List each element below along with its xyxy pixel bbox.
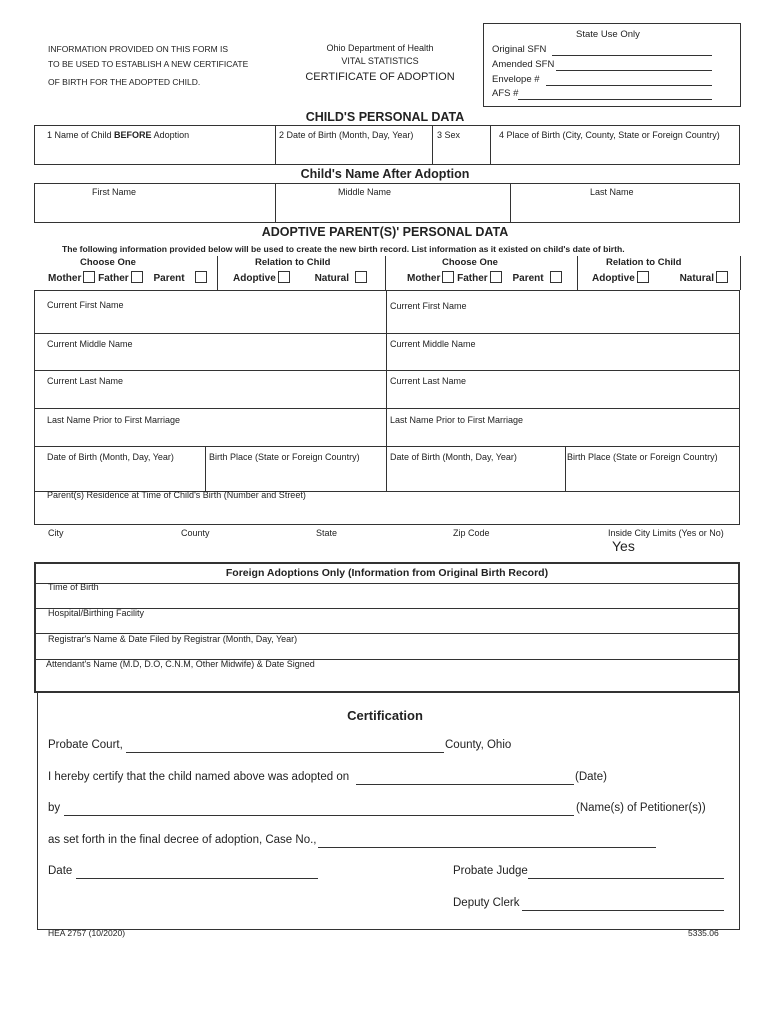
afs-field[interactable] (518, 99, 712, 100)
inside-city-value[interactable]: Yes (612, 538, 635, 554)
decree-text: as set forth in the final decree of adoption, Case No., (48, 834, 317, 846)
by-label: by (48, 802, 61, 814)
parent2-type-options: Mother Father Parent (407, 271, 562, 284)
parent2-mother-checkbox[interactable] (442, 271, 454, 283)
certify-text: I hereby certify that the child named above was adopted on (48, 771, 350, 783)
first-name-label: First Name (92, 187, 137, 197)
child-dob-field[interactable] (279, 142, 429, 162)
parent1-relation-options: Adoptive Natural (233, 271, 367, 284)
probate-court-field[interactable] (126, 752, 444, 753)
form-number: HEA 2757 (10/2020) (48, 928, 126, 938)
time-of-birth-label: Time of Birth (48, 582, 99, 592)
parents-grid: Current First Name Current First Name Current Middle Name Current Middle Name Current Last Name Current Last Name Last Name Prior to First Marriage Last Name Prior to First Marriage Date of Birth (Month, Day, Year) Birth Place (State or Foreign Country) Date of Birth (Month, Day, Year) Birth Place (State or Foreign Country) Parent(s) Residence at Time of Child's Birth (Number and Street) (34, 290, 740, 525)
form-instructions: INFORMATION PROVIDED ON THIS FORM IS TO BE USED TO ESTABLISH A NEW CERTIFICATE OF BIRTH FOR THE ADOPTED CHILD. (48, 44, 249, 87)
afs-label: AFS # (492, 88, 519, 99)
envelope-field[interactable] (546, 85, 712, 86)
parent1-father-checkbox[interactable] (131, 271, 143, 283)
parent1-parent-checkbox[interactable] (195, 271, 207, 283)
parent1-natural-checkbox[interactable] (355, 271, 367, 283)
parent2-first-name-field[interactable] (391, 311, 735, 331)
date-paren-label: (Date) (575, 771, 607, 783)
parent1-middle-name-field[interactable] (39, 349, 381, 368)
original-sfn-field[interactable] (552, 55, 712, 56)
foreign-section-title: Foreign Adoptions Only (Information from Original Birth Record) (225, 567, 549, 579)
after-adoption-title: Child's Name After Adoption (300, 167, 470, 181)
petitioners-field[interactable] (64, 815, 574, 816)
parent1-last-name-field[interactable] (39, 386, 381, 406)
attendant-field[interactable] (40, 670, 734, 690)
original-sfn-label: Original SFN (492, 44, 547, 55)
county-ohio-label: County, Ohio (445, 739, 512, 751)
parent2-birth-place-field[interactable] (569, 463, 735, 488)
parent2-natural-checkbox[interactable] (716, 271, 728, 283)
child-last-name-field[interactable] (514, 199, 736, 221)
parent1-birth-place-field[interactable] (209, 463, 383, 488)
envelope-label: Envelope # (492, 74, 540, 85)
petitioners-label: (Name(s) of Petitioner(s)) (576, 802, 706, 814)
attendant-label: Attendant's Name (M.D, D.O, C.N.M, Other Midwife) & Date Signed (46, 659, 315, 669)
parent1-dob-field[interactable] (39, 463, 201, 488)
hospital-label: Hospital/Birthing Facility (48, 608, 145, 618)
cert-date-field[interactable] (76, 878, 318, 879)
parent1-first-name-field[interactable] (39, 311, 381, 331)
county-label: County (181, 528, 210, 538)
child-middle-name-field[interactable] (279, 199, 507, 221)
child-sex-label: 3 Sex (437, 130, 461, 140)
certification-title: Certification (347, 708, 423, 723)
parent-section-title: ADOPTIVE PARENT(S)' PERSONAL DATA (261, 225, 509, 239)
state-label: State (316, 528, 338, 538)
form-code: 5335.06 (688, 928, 719, 938)
zip-label: Zip Code (453, 528, 490, 538)
probate-judge-field[interactable] (528, 878, 724, 879)
date-label: Date (48, 865, 73, 877)
child-section-title: CHILD'S PERSONAL DATA (305, 110, 465, 124)
child-name-before-label: 1 Name of Child BEFORE Adoption (47, 130, 190, 140)
child-after-name-row (34, 183, 740, 223)
parent2-parent-checkbox[interactable] (550, 271, 562, 283)
inside-city-label: Inside City Limits (Yes or No) (608, 528, 724, 538)
adoption-date-field[interactable] (356, 784, 574, 785)
parent2-dob-field[interactable] (391, 463, 561, 488)
amended-sfn-label: Amended SFN (492, 59, 555, 70)
residence-street-field[interactable] (39, 501, 735, 523)
city-label: City (48, 528, 64, 538)
parent2-middle-name-field[interactable] (391, 349, 735, 368)
child-first-name-field[interactable] (39, 199, 271, 221)
probate-judge-label: Probate Judge (453, 865, 528, 877)
child-place-field[interactable] (497, 142, 737, 162)
case-number-field[interactable] (318, 847, 656, 848)
deputy-clerk-label: Deputy Clerk (453, 897, 520, 909)
parent2-last-name-field[interactable] (391, 386, 735, 406)
child-data-row (34, 125, 740, 165)
parent2-relation-options: Adoptive Natural (592, 271, 728, 284)
registrar-field[interactable] (40, 644, 734, 657)
parent1-adoptive-checkbox[interactable] (278, 271, 290, 283)
parent1-type-options: Mother Father Parent (48, 271, 207, 284)
hospital-field[interactable] (40, 618, 734, 631)
child-dob-label: 2 Date of Birth (Month, Day, Year) (279, 130, 414, 140)
amended-sfn-field[interactable] (556, 70, 712, 71)
parent1-mother-checkbox[interactable] (83, 271, 95, 283)
parent-section-note: The following information provided below will be used to create the new birth record. List information as it existed on child's date of birth. (62, 244, 625, 254)
child-place-label: 4 Place of Birth (City, County, State or Foreign Country) (499, 130, 720, 140)
last-name-label: Last Name (590, 187, 634, 197)
department-heading: Ohio Department of Health VITAL STATISTICS CERTIFICATE OF ADOPTION (290, 42, 470, 84)
time-of-birth-field[interactable] (40, 592, 734, 606)
middle-name-label: Middle Name (338, 187, 392, 197)
state-use-box: State Use Only Original SFN Amended SFN Envelope # AFS # (483, 23, 741, 107)
probate-court-label: Probate Court, (48, 739, 123, 751)
form-title: CERTIFICATE OF ADOPTION (305, 71, 455, 83)
parent2-adoptive-checkbox[interactable] (637, 271, 649, 283)
parent1-prior-last-name-field[interactable] (39, 425, 381, 444)
registrar-label: Registrar's Name & Date Filed by Registrar (Month, Day, Year) (48, 634, 298, 644)
deputy-clerk-field[interactable] (522, 910, 724, 911)
parent2-father-checkbox[interactable] (490, 271, 502, 283)
child-name-before-field[interactable] (47, 142, 272, 162)
child-sex-field[interactable] (435, 142, 487, 162)
parent2-prior-last-name-field[interactable] (391, 425, 735, 444)
foreign-adoptions-box (34, 562, 740, 693)
